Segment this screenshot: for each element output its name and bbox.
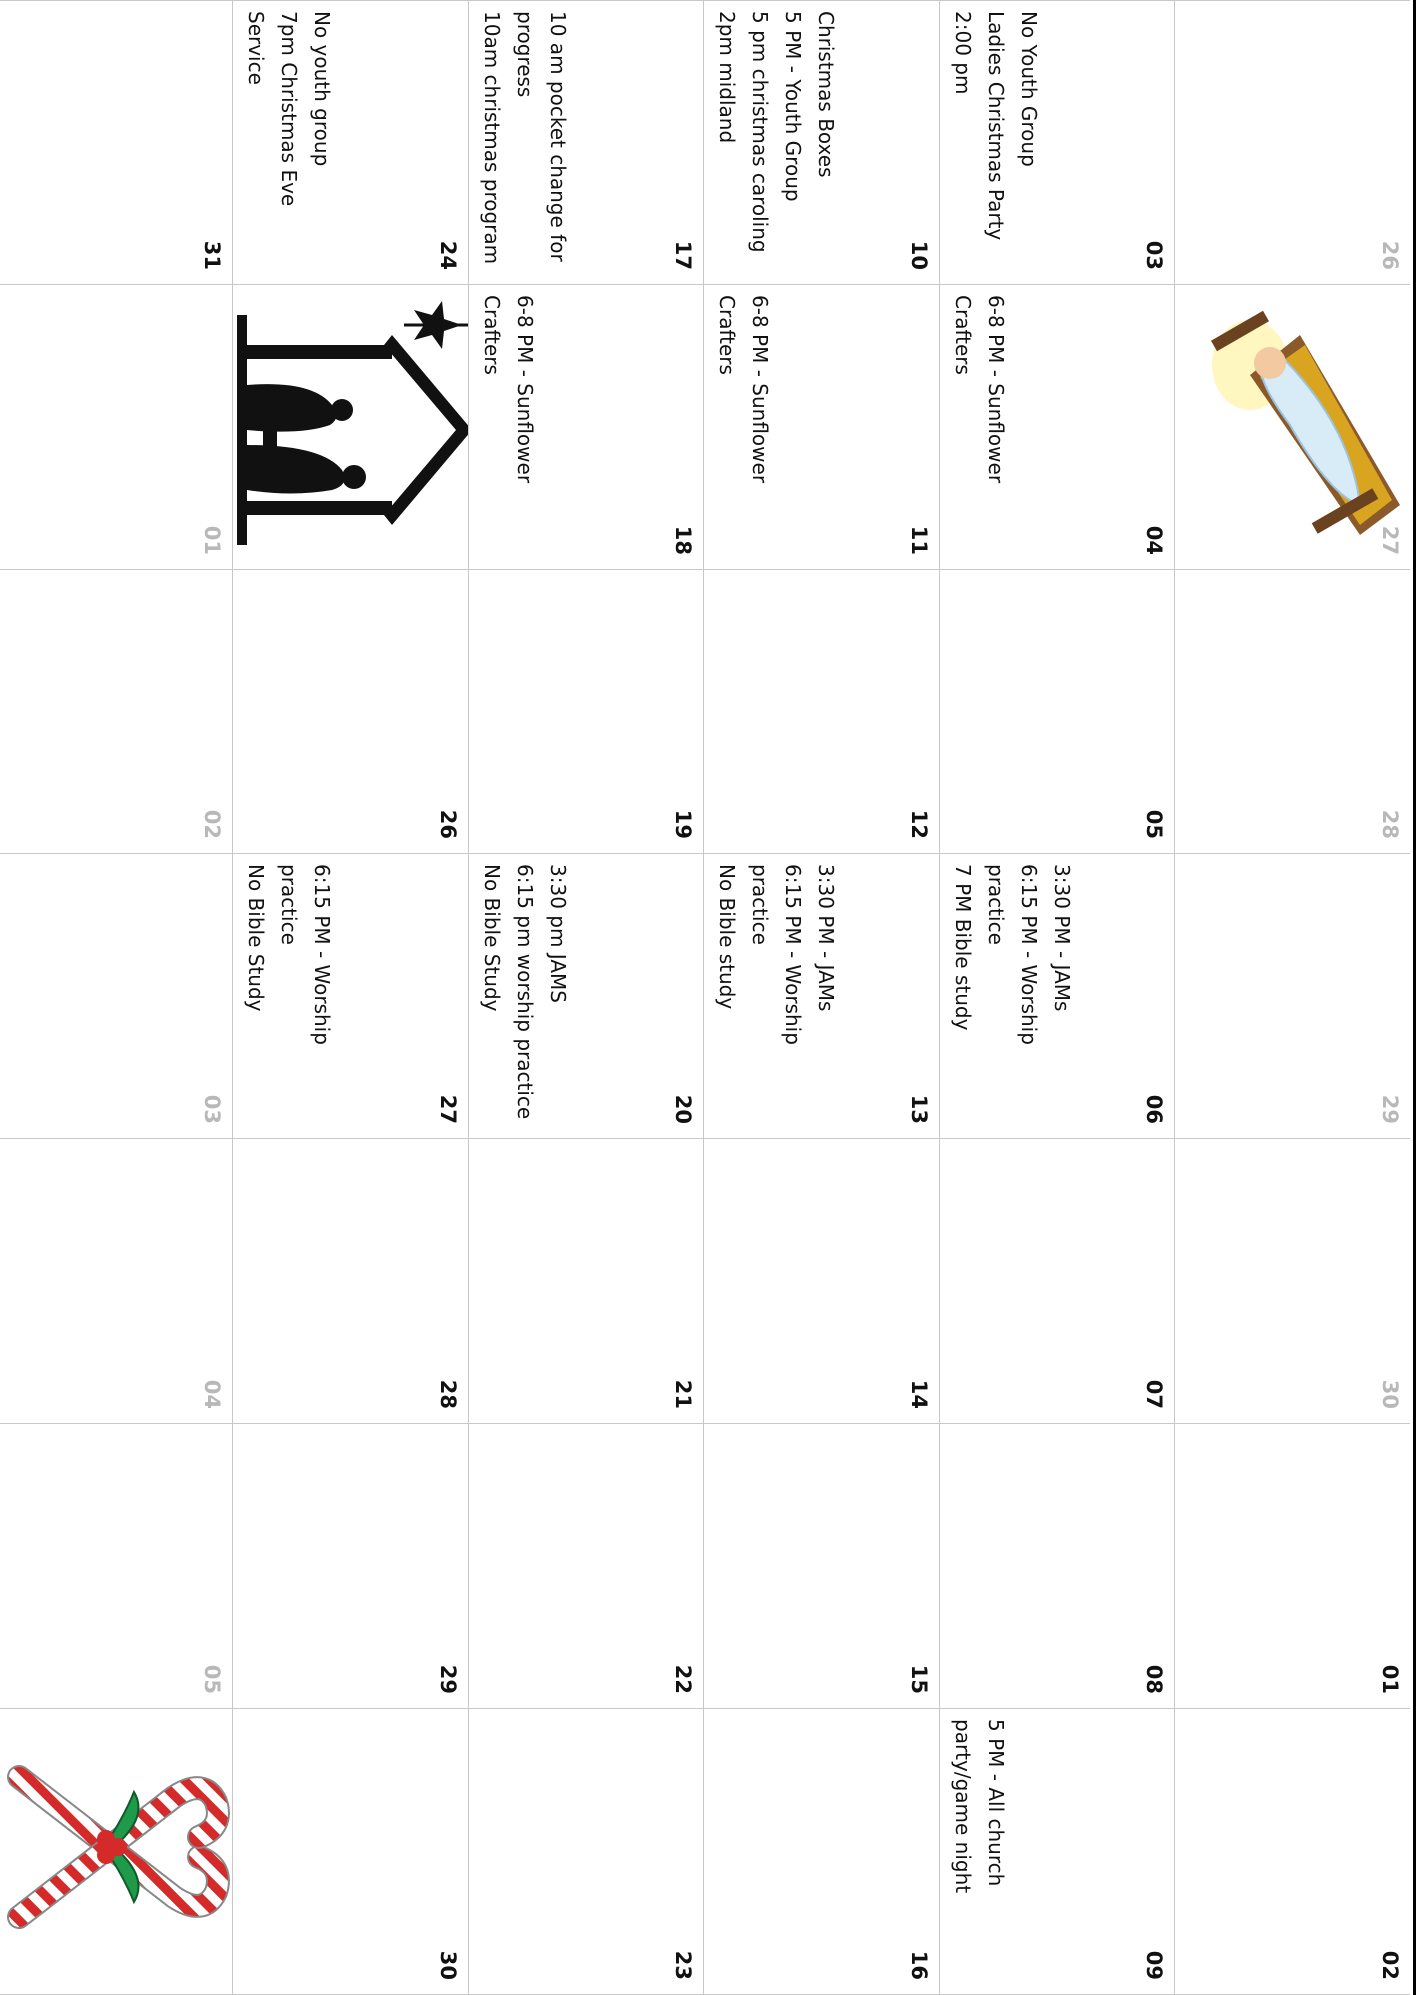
day-number: 03 — [1142, 240, 1167, 270]
day-number: 28 — [1378, 809, 1402, 839]
day-number: 13 — [907, 1094, 931, 1124]
day-cell — [468, 570, 704, 854]
day-number: 11 — [907, 525, 931, 555]
day-number: 24 — [436, 240, 460, 270]
day-cell — [1175, 1139, 1411, 1424]
day-number: 04 — [200, 1379, 225, 1409]
event-text: 10am christmas program — [480, 11, 504, 265]
day-number: 30 — [1378, 1379, 1402, 1409]
event-list — [475, 864, 574, 1132]
event-list — [240, 11, 339, 278]
day-number: 29 — [436, 1664, 460, 1694]
day-cell — [0, 0, 233, 285]
day-cell — [939, 1709, 1175, 1995]
day-cell — [0, 1139, 233, 1424]
event-text: No Bible study — [715, 864, 740, 1010]
day-cell — [233, 854, 469, 1139]
event-list — [946, 1719, 1012, 1988]
day-cell — [939, 285, 1175, 570]
day-cell — [0, 285, 233, 570]
day-number: 05 — [200, 1664, 225, 1694]
event-list — [711, 295, 777, 563]
day-cell — [0, 570, 233, 854]
day-cell — [939, 854, 1175, 1139]
day-cell — [1175, 570, 1411, 854]
event-list — [475, 11, 574, 278]
day-number: 22 — [671, 1664, 696, 1694]
day-number: 07 — [1142, 1379, 1167, 1409]
day-number: 01 — [1378, 1664, 1402, 1694]
candy-canes-icon — [1, 1747, 233, 1947]
day-number: 12 — [907, 809, 931, 839]
day-number: 27 — [436, 1094, 460, 1124]
event-text: progress — [513, 11, 537, 98]
day-number: 31 — [200, 240, 225, 270]
event-text: 6-8 PM - Sunflower — [748, 295, 773, 484]
day-number: 30 — [436, 1950, 460, 1980]
day-cell — [939, 0, 1175, 285]
event-text: 5 pm christmas caroling — [748, 11, 773, 253]
event-text: Christmas Boxes — [814, 11, 839, 178]
day-number: 29 — [1378, 1094, 1402, 1124]
day-number: 10 — [907, 240, 931, 270]
event-text: 6-8 PM - Sunflower — [984, 295, 1008, 484]
event-text: Service — [244, 11, 269, 85]
nativity-silhouette-icon — [233, 285, 469, 565]
day-cell — [704, 0, 940, 285]
event-list — [475, 295, 541, 563]
day-number: 18 — [671, 525, 696, 555]
event-text: party/game night — [951, 1719, 975, 1894]
day-cell — [1175, 1424, 1411, 1709]
day-number: 02 — [1378, 1950, 1402, 1980]
event-text: No Youth Group — [1017, 11, 1041, 167]
day-cell — [704, 570, 940, 854]
day-cell — [468, 1139, 704, 1424]
event-list — [946, 864, 1078, 1132]
day-number: 01 — [200, 525, 225, 555]
event-text: 2pm midland — [715, 11, 740, 144]
day-number: 03 — [200, 1094, 225, 1124]
event-text: 6:15 PM - Worship — [781, 864, 806, 1045]
event-text: No Bible Study — [244, 864, 269, 1012]
day-number: 08 — [1142, 1664, 1167, 1694]
event-text: 6:15 pm worship practice — [513, 864, 537, 1120]
event-text: Crafters — [951, 295, 975, 375]
event-text: Crafters — [715, 295, 740, 375]
event-text: 5 PM - All church — [984, 1719, 1008, 1887]
day-cell — [233, 0, 469, 285]
day-cell — [704, 1139, 940, 1424]
day-cell — [468, 1709, 704, 1995]
day-cell — [704, 285, 940, 570]
event-text: practice — [748, 864, 773, 945]
day-cell — [1175, 285, 1411, 570]
event-text: 7pm Christmas Eve — [277, 11, 302, 207]
day-cell — [233, 570, 469, 854]
event-list — [711, 11, 843, 278]
event-list — [240, 864, 339, 1132]
event-text: practice — [984, 864, 1008, 945]
event-text: 3:30 pm JAMS — [546, 864, 570, 1003]
day-number: 23 — [671, 1950, 696, 1980]
day-number: 04 — [1142, 525, 1167, 555]
day-cell — [233, 285, 469, 570]
day-cell — [1175, 1709, 1411, 1995]
event-text: 2:00 pm — [951, 11, 975, 95]
day-number: 15 — [907, 1664, 931, 1694]
day-cell — [233, 1424, 469, 1709]
event-text: practice — [277, 864, 302, 945]
day-number: 02 — [200, 809, 225, 839]
day-number: 16 — [907, 1950, 931, 1980]
day-cell — [233, 1139, 469, 1424]
day-number: 21 — [671, 1379, 696, 1409]
day-number: 14 — [907, 1379, 931, 1409]
day-cell — [704, 1424, 940, 1709]
event-text: 3:30 PM - JAMs — [814, 864, 839, 1012]
event-text: 6:15 PM - Worship — [310, 864, 335, 1045]
day-cell — [939, 1424, 1175, 1709]
day-cell — [1175, 0, 1411, 285]
day-number: 09 — [1142, 1950, 1167, 1980]
day-number: 06 — [1142, 1094, 1167, 1124]
event-list — [946, 295, 1012, 563]
day-number: 26 — [1378, 240, 1402, 270]
event-text: 5 PM - Youth Group — [781, 11, 806, 202]
day-number: 20 — [671, 1094, 696, 1124]
day-cell — [1175, 854, 1411, 1139]
day-number: 26 — [436, 809, 460, 839]
event-list — [946, 11, 1045, 278]
event-text: No youth group — [310, 11, 335, 167]
day-cell — [468, 285, 704, 570]
event-text: No Bible Study — [480, 864, 504, 1012]
day-number: 05 — [1142, 809, 1167, 839]
day-cell — [704, 854, 940, 1139]
day-cell — [704, 1709, 940, 1995]
day-cell — [0, 1709, 233, 1995]
day-cell — [468, 0, 704, 285]
event-list — [711, 864, 843, 1132]
day-cell — [468, 854, 704, 1139]
day-number: 28 — [436, 1379, 460, 1409]
event-text: Crafters — [480, 295, 504, 375]
day-cell — [233, 1709, 469, 1995]
day-number: 19 — [671, 809, 696, 839]
day-cell — [939, 1139, 1175, 1424]
day-number: 27 — [1378, 525, 1402, 555]
day-cell — [0, 854, 233, 1139]
event-text: 7 PM Bible study — [951, 864, 975, 1031]
manger-icon — [1206, 305, 1410, 555]
day-cell — [0, 1424, 233, 1709]
event-text: 10 am pocket change for — [546, 11, 570, 262]
day-cell — [939, 570, 1175, 854]
event-text: 3:30 PM - JAMs — [1050, 864, 1074, 1012]
event-text: 6-8 PM - Sunflower — [513, 295, 537, 484]
event-text: 6:15 PM - Worship — [1017, 864, 1041, 1045]
day-cell — [468, 1424, 704, 1709]
event-text: Ladies Christmas Party — [984, 11, 1008, 241]
day-number: 17 — [671, 240, 696, 270]
